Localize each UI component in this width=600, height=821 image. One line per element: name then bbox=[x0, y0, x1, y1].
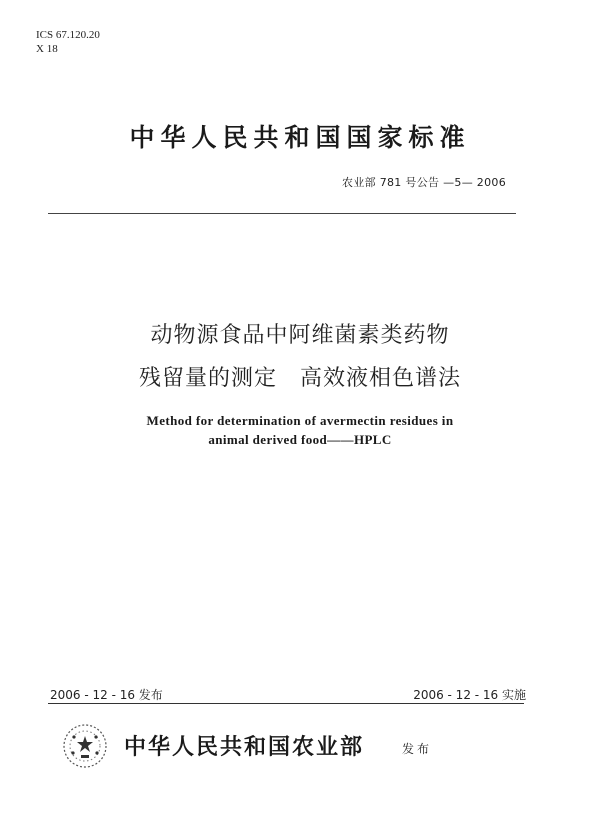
effective-date: 2006 - 12 - 16 实施 bbox=[413, 688, 526, 702]
english-title-line2: animal derived food——HPLC bbox=[208, 432, 392, 447]
ics-code: ICS 67.120.20 bbox=[36, 29, 100, 41]
emblem-icon bbox=[62, 723, 108, 769]
top-divider bbox=[48, 213, 516, 214]
ics-block bbox=[36, 28, 100, 56]
issue-date: 2006 - 12 - 16 发布 bbox=[50, 688, 163, 702]
issuer-name: 中华人民共和国农业部 bbox=[124, 734, 365, 760]
bottom-divider bbox=[48, 703, 524, 704]
english-title-line1: Method for determination of avermectin residues in bbox=[146, 413, 454, 428]
chinese-title-line2: 残留量的测定 高效液相色谱法 bbox=[138, 366, 461, 391]
organization-title: 中华人民共和国国家标准 bbox=[129, 123, 471, 152]
classification-code: X 18 bbox=[36, 43, 58, 55]
issuer-action: 发布 bbox=[402, 742, 433, 756]
chinese-title-line1: 动物源食品中阿维菌素类药物 bbox=[150, 323, 450, 348]
standard-number: 农业部 781 号公告 —5— 2006 bbox=[342, 176, 506, 189]
